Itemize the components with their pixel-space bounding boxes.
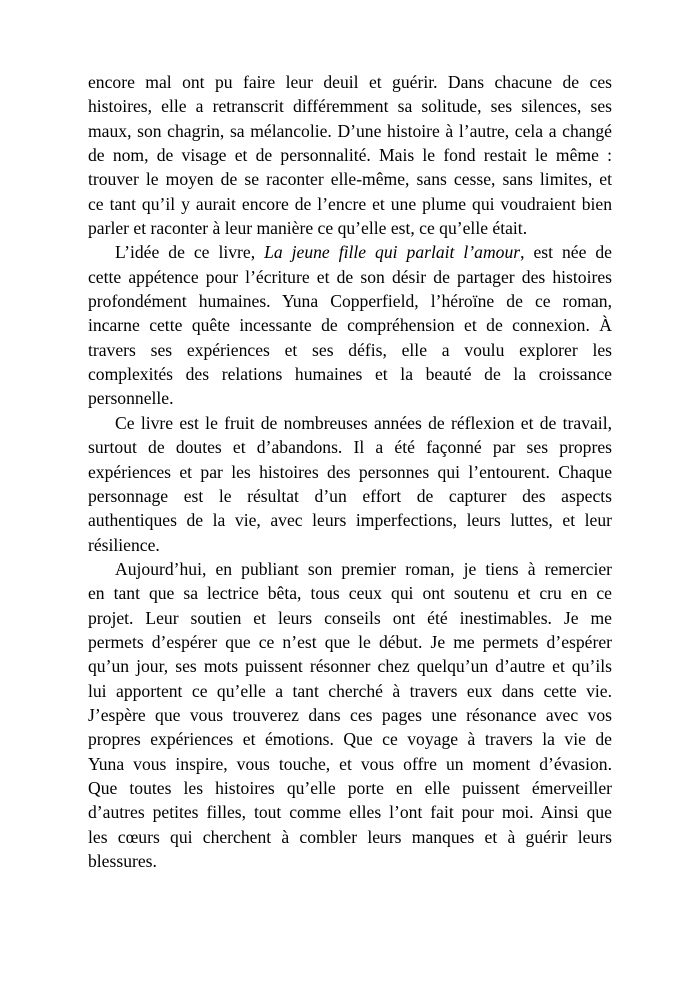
text-segment: complexités des relations humaines et la beauté de la croissance: [88, 364, 612, 385]
text-segment: en tant que sa lectrice bêta, tous ceux qui ont soutenu et cru en ce: [88, 583, 612, 604]
page-text: [88, 70, 612, 873]
text-segment: Aujourd’hui, en publiant son premier roman, je tiens à remercier: [115, 558, 612, 579]
text-segment: blessures.: [88, 851, 157, 871]
text-segment: travers ses expériences et ses défis, elle a voulu explorer les: [88, 339, 612, 360]
text-line: [88, 654, 612, 678]
text-line: [88, 313, 612, 337]
text-segment: projet. Leur soutien et leurs conseils ont été inestimables. Je me: [88, 607, 612, 628]
text-segment: histoires, elle a retranscrit différemment sa solitude, ses silences, ses: [88, 96, 612, 117]
text-segment: ce tant qu’il y aurait encore de l’encre et une plume qui voudraient bien: [88, 193, 612, 214]
text-line: [88, 776, 612, 800]
text-segment: , est née de: [520, 242, 612, 263]
text-segment: L’idée de ce livre,: [115, 242, 265, 263]
text-line: [88, 240, 612, 264]
paragraph: [88, 411, 612, 557]
text-line: [88, 119, 612, 143]
text-line: [88, 727, 612, 751]
text-line: [88, 167, 612, 191]
text-line: [88, 606, 612, 630]
text-line: [88, 800, 612, 824]
text-segment: maux, son chagrin, sa mélancolie. D’une histoire à l’autre, cela a changé: [88, 120, 612, 141]
text-line: [88, 460, 612, 484]
paragraph: [88, 557, 612, 873]
text-segment: qu’un jour, ses mots puissent résonner chez quelqu’un d’autre et qu’ils: [88, 656, 612, 677]
text-line: [88, 752, 612, 776]
text-line: [88, 94, 612, 118]
text-segment: de nom, de visage et de personnalité. Mais le fond restait le même :: [88, 145, 612, 166]
paragraph: [88, 240, 612, 410]
text-line: [88, 289, 612, 313]
book-title-italic: La jeune fille qui parlait l’amour: [264, 242, 521, 263]
text-line: [88, 338, 612, 362]
text-segment: encore mal ont pu faire leur deuil et guérir. Dans chacune de ces: [88, 72, 612, 92]
text-segment: incarne cette quête incessante de compréhension et de connexion. À: [88, 315, 612, 336]
text-segment: cette appétence pour l’écriture et de son désir de partager des histoires: [88, 266, 612, 287]
text-line: [88, 630, 612, 654]
text-line: [88, 265, 612, 289]
text-line: [88, 70, 612, 94]
text-line: [88, 484, 612, 508]
text-line: [88, 825, 612, 849]
text-line: [88, 581, 612, 605]
text-segment: expériences et par les histoires des personnes qui l’entourent. Chaque: [88, 461, 612, 482]
text-line: [88, 533, 612, 557]
text-segment: trouver le moyen de se raconter elle-même, sans cesse, sans limites, et: [88, 169, 612, 190]
text-segment: les cœurs qui cherchent à combler leurs manques et à guérir leurs: [88, 826, 612, 847]
text-segment: permets d’espérer que ce n’est que le début. Je me permets d’espérer: [88, 631, 612, 652]
text-line: [88, 849, 612, 873]
text-segment: surtout de doutes et d’abandons. Il a été façonné par ses propres: [88, 437, 612, 458]
text-segment: authentiques de la vie, avec leurs imperfections, leurs luttes, et leur: [88, 510, 612, 531]
text-segment: d’autres petites filles, tout comme elles l’ont fait pour moi. Ainsi que: [88, 802, 612, 823]
paragraph: [88, 70, 612, 240]
text-segment: résilience.: [88, 534, 160, 555]
text-segment: parler et raconter à leur manière ce qu’elle est, ce qu’elle était.: [88, 218, 528, 239]
text-line: [88, 411, 612, 435]
text-line: [88, 703, 612, 727]
text-line: [88, 143, 612, 167]
text-segment: J’espère que vous trouverez dans ces pages une résonance avec vos: [88, 704, 612, 725]
text-line: [88, 216, 612, 240]
text-line: [88, 508, 612, 532]
text-segment: profondément humaines. Yuna Copperfield, l’héroïne de ce roman,: [88, 291, 612, 312]
text-segment: Que toutes les histoires qu’elle porte en elle puissent émerveiller: [88, 777, 612, 798]
text-line: [88, 557, 612, 581]
text-line: [88, 386, 612, 410]
text-line: [88, 679, 612, 703]
text-segment: Yuna vous inspire, vous touche, et vous offre un moment d’évasion.: [88, 753, 612, 774]
text-segment: lui apportent ce qu’elle a tant cherché à travers eux dans cette vie.: [88, 680, 612, 701]
text-segment: propres expériences et émotions. Que ce voyage à travers la vie de: [88, 729, 612, 750]
text-segment: personnelle.: [88, 388, 174, 409]
text-line: [88, 192, 612, 216]
text-segment: personnage est le résultat d’un effort de capturer des aspects: [88, 485, 612, 506]
text-line: [88, 435, 612, 459]
text-line: [88, 362, 612, 386]
text-segment: Ce livre est le fruit de nombreuses années de réflexion et de travail,: [115, 412, 612, 433]
